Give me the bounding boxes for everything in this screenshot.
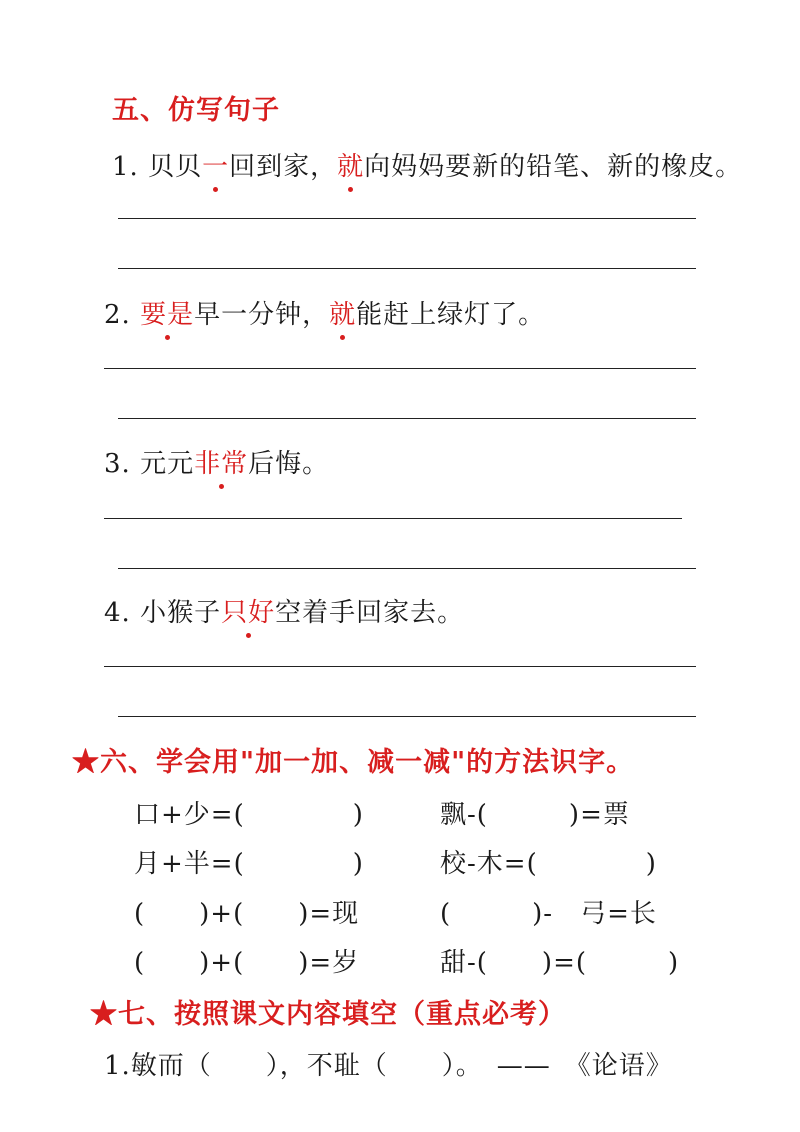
- equation-left-3: ( )+( )=现: [134, 899, 360, 929]
- q3-answer-line-1[interactable]: [104, 518, 682, 519]
- q2-answer-line-2[interactable]: [118, 418, 696, 419]
- q1-keyword-yi: 一: [202, 146, 229, 183]
- section-7-title-text: 七、按照课文内容填空（重点必考）: [118, 999, 566, 1030]
- question-4: [104, 592, 464, 629]
- q4-text-a: 小猴子: [140, 598, 222, 628]
- q1-text-c: 向妈妈要新的铅笔、新的橡皮。: [364, 152, 743, 182]
- section-5-title: 五、仿写句子: [112, 95, 280, 126]
- equation-right-4: 甜-( )=( ): [440, 948, 680, 978]
- question-2-number: 2.: [104, 300, 131, 330]
- section-6-title-text: 六、学会用"加一加、减一减"的方法识字。: [100, 747, 635, 778]
- question-3-number: 3.: [104, 449, 131, 479]
- q3-keyword-feichang: 非常: [194, 443, 248, 480]
- q1-text-a: 贝贝: [148, 152, 203, 182]
- q2-keyword-yaoshi: [140, 294, 194, 331]
- question-1: [112, 146, 742, 183]
- q3-text-b: 后悔。: [248, 449, 330, 479]
- question-4-number: 4.: [104, 598, 131, 628]
- q4-keyword-zhihao: 只好: [221, 592, 275, 629]
- q1-answer-line-1[interactable]: [118, 218, 696, 219]
- q4-answer-line-2[interactable]: [118, 716, 696, 717]
- q2-text-b: 能赶上绿灯了。: [356, 300, 546, 330]
- q3-answer-line-2[interactable]: [118, 568, 696, 569]
- section-6-title: [72, 740, 634, 779]
- equation-left-2: 月+半=( ): [134, 849, 364, 879]
- section-7-title: [90, 992, 566, 1031]
- equation-left-4: ( )+( )=岁: [134, 948, 360, 978]
- q2-keyword-yaoshi-text: 要是: [140, 294, 194, 331]
- question-2: [104, 294, 545, 331]
- equation-right-3: ( )- 弓=长: [440, 899, 657, 929]
- q1-keyword-jiu: 就: [337, 146, 364, 183]
- q1-answer-line-2[interactable]: [118, 268, 696, 269]
- question-1-number: 1.: [112, 152, 139, 182]
- q1-text-b: 回到家，: [229, 152, 338, 182]
- q2-keyword-jiu: 就: [329, 294, 356, 331]
- star-icon: ★: [90, 999, 118, 1030]
- star-icon: ★: [72, 747, 100, 778]
- question-3: [104, 443, 329, 480]
- q4-answer-line-1[interactable]: [104, 666, 696, 667]
- section-7-question-1: 1.敏而（ ），不耻（ ）。 —— 《论语》: [104, 1051, 673, 1081]
- q2-text-a: 早一分钟，: [194, 300, 330, 330]
- q4-text-b: 空着手回家去。: [275, 598, 465, 628]
- equation-right-1: 飘-( )=票: [440, 800, 630, 830]
- equation-right-2: 校-木=( ): [440, 849, 657, 879]
- q2-answer-line-1[interactable]: [104, 368, 696, 369]
- equation-left-1: 口+少=( ): [134, 800, 364, 830]
- q3-text-a: 元元: [140, 449, 195, 479]
